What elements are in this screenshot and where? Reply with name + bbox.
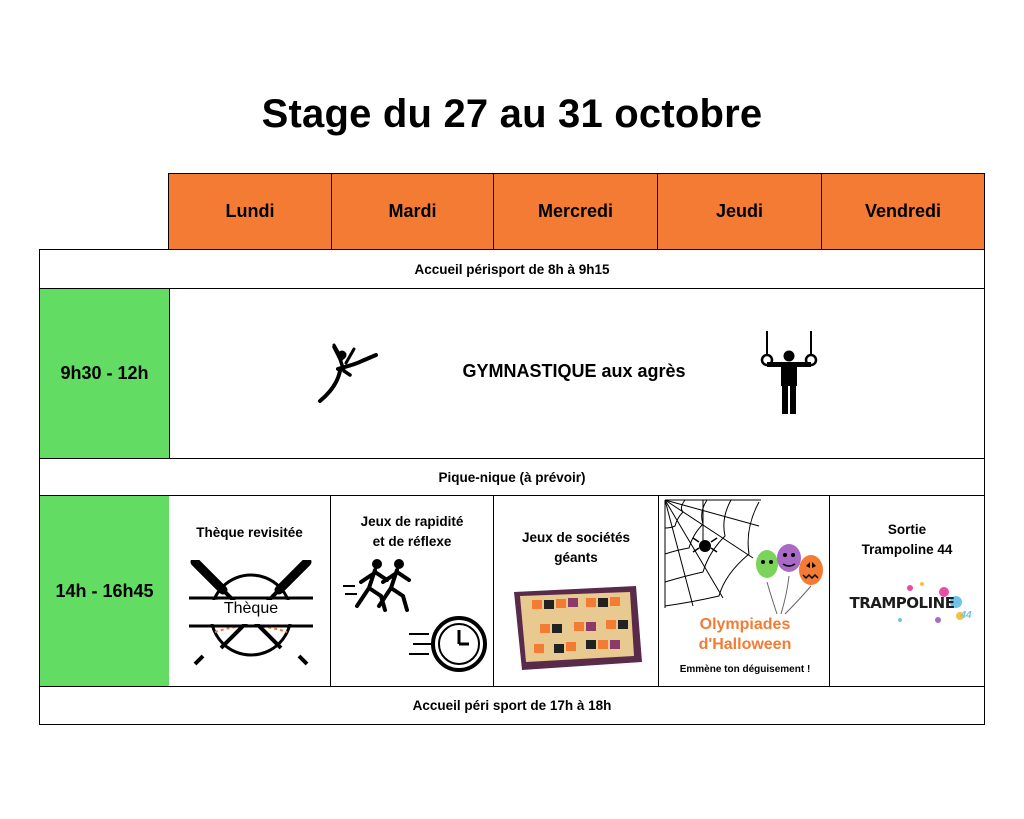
afternoon-time-label: 14h - 16h45 — [55, 580, 154, 601]
afternoon-cell-monday — [169, 495, 331, 687]
morning-time-label: 9h30 - 12h — [60, 363, 149, 383]
afternoon-cell-thursday — [658, 495, 830, 687]
day-header-wednesday: Mercredi — [493, 173, 658, 250]
halloween-title-line1: Olympiades — [699, 616, 791, 633]
wednesday-activity-line2: géants — [554, 550, 598, 565]
tuesday-activity-line1: Jeux de rapidité — [360, 514, 464, 529]
wednesday-activity-line1: Jeux de sociétés — [521, 530, 631, 545]
rings-athlete-icon — [759, 331, 819, 415]
lunch-band — [39, 458, 985, 496]
day-header-tuesday: Mardi — [331, 173, 494, 250]
morning-activity-cell — [169, 288, 985, 459]
afternoon-cell-tuesday — [330, 495, 494, 687]
friday-activity-line2: Trampoline 44 — [861, 542, 953, 557]
morning-welcome-text: Accueil périsport de 8h à 9h15 — [414, 261, 610, 277]
board-game-icon — [510, 584, 646, 672]
stopwatch-icon — [409, 616, 493, 672]
runners-icon — [343, 558, 423, 612]
page-title: Stage du 27 au 31 octobre — [261, 92, 763, 136]
day-header-friday: Vendredi — [821, 173, 985, 250]
trampoline-logo — [840, 580, 976, 630]
day-header-thursday: Jeudi — [657, 173, 822, 250]
morning-activity-label: GYMNASTIQUE aux agrès — [462, 361, 686, 381]
gymnast-icon — [314, 341, 382, 405]
monday-logo-text: Thèque — [223, 600, 279, 617]
trampoline-logo-text: TRAMPOLINE — [849, 594, 955, 612]
halloween-subtitle: Emmène ton déguisement ! — [679, 664, 811, 675]
evening-welcome-text: Accueil péri sport de 17h à 18h — [412, 698, 612, 713]
halloween-balloons-icon — [755, 544, 827, 616]
tuesday-activity-line2: et de réflexe — [372, 534, 452, 549]
day-header-monday: Lundi — [168, 173, 332, 250]
afternoon-cell-wednesday — [493, 495, 659, 687]
monday-activity-label: Thèque revisitée — [196, 525, 303, 540]
friday-activity-line1: Sortie — [887, 522, 927, 537]
spider-web-icon — [663, 498, 763, 610]
evening-welcome-band — [39, 686, 985, 725]
halloween-title-line2: d'Halloween — [698, 636, 792, 653]
morning-welcome-band — [39, 249, 985, 289]
afternoon-cell-friday — [829, 495, 985, 687]
trampoline-logo-number: 44 — [960, 610, 972, 621]
afternoon-time-slot — [39, 495, 170, 687]
morning-time-slot — [39, 288, 170, 459]
lunch-text: Pique-nique (à prévoir) — [438, 469, 586, 485]
